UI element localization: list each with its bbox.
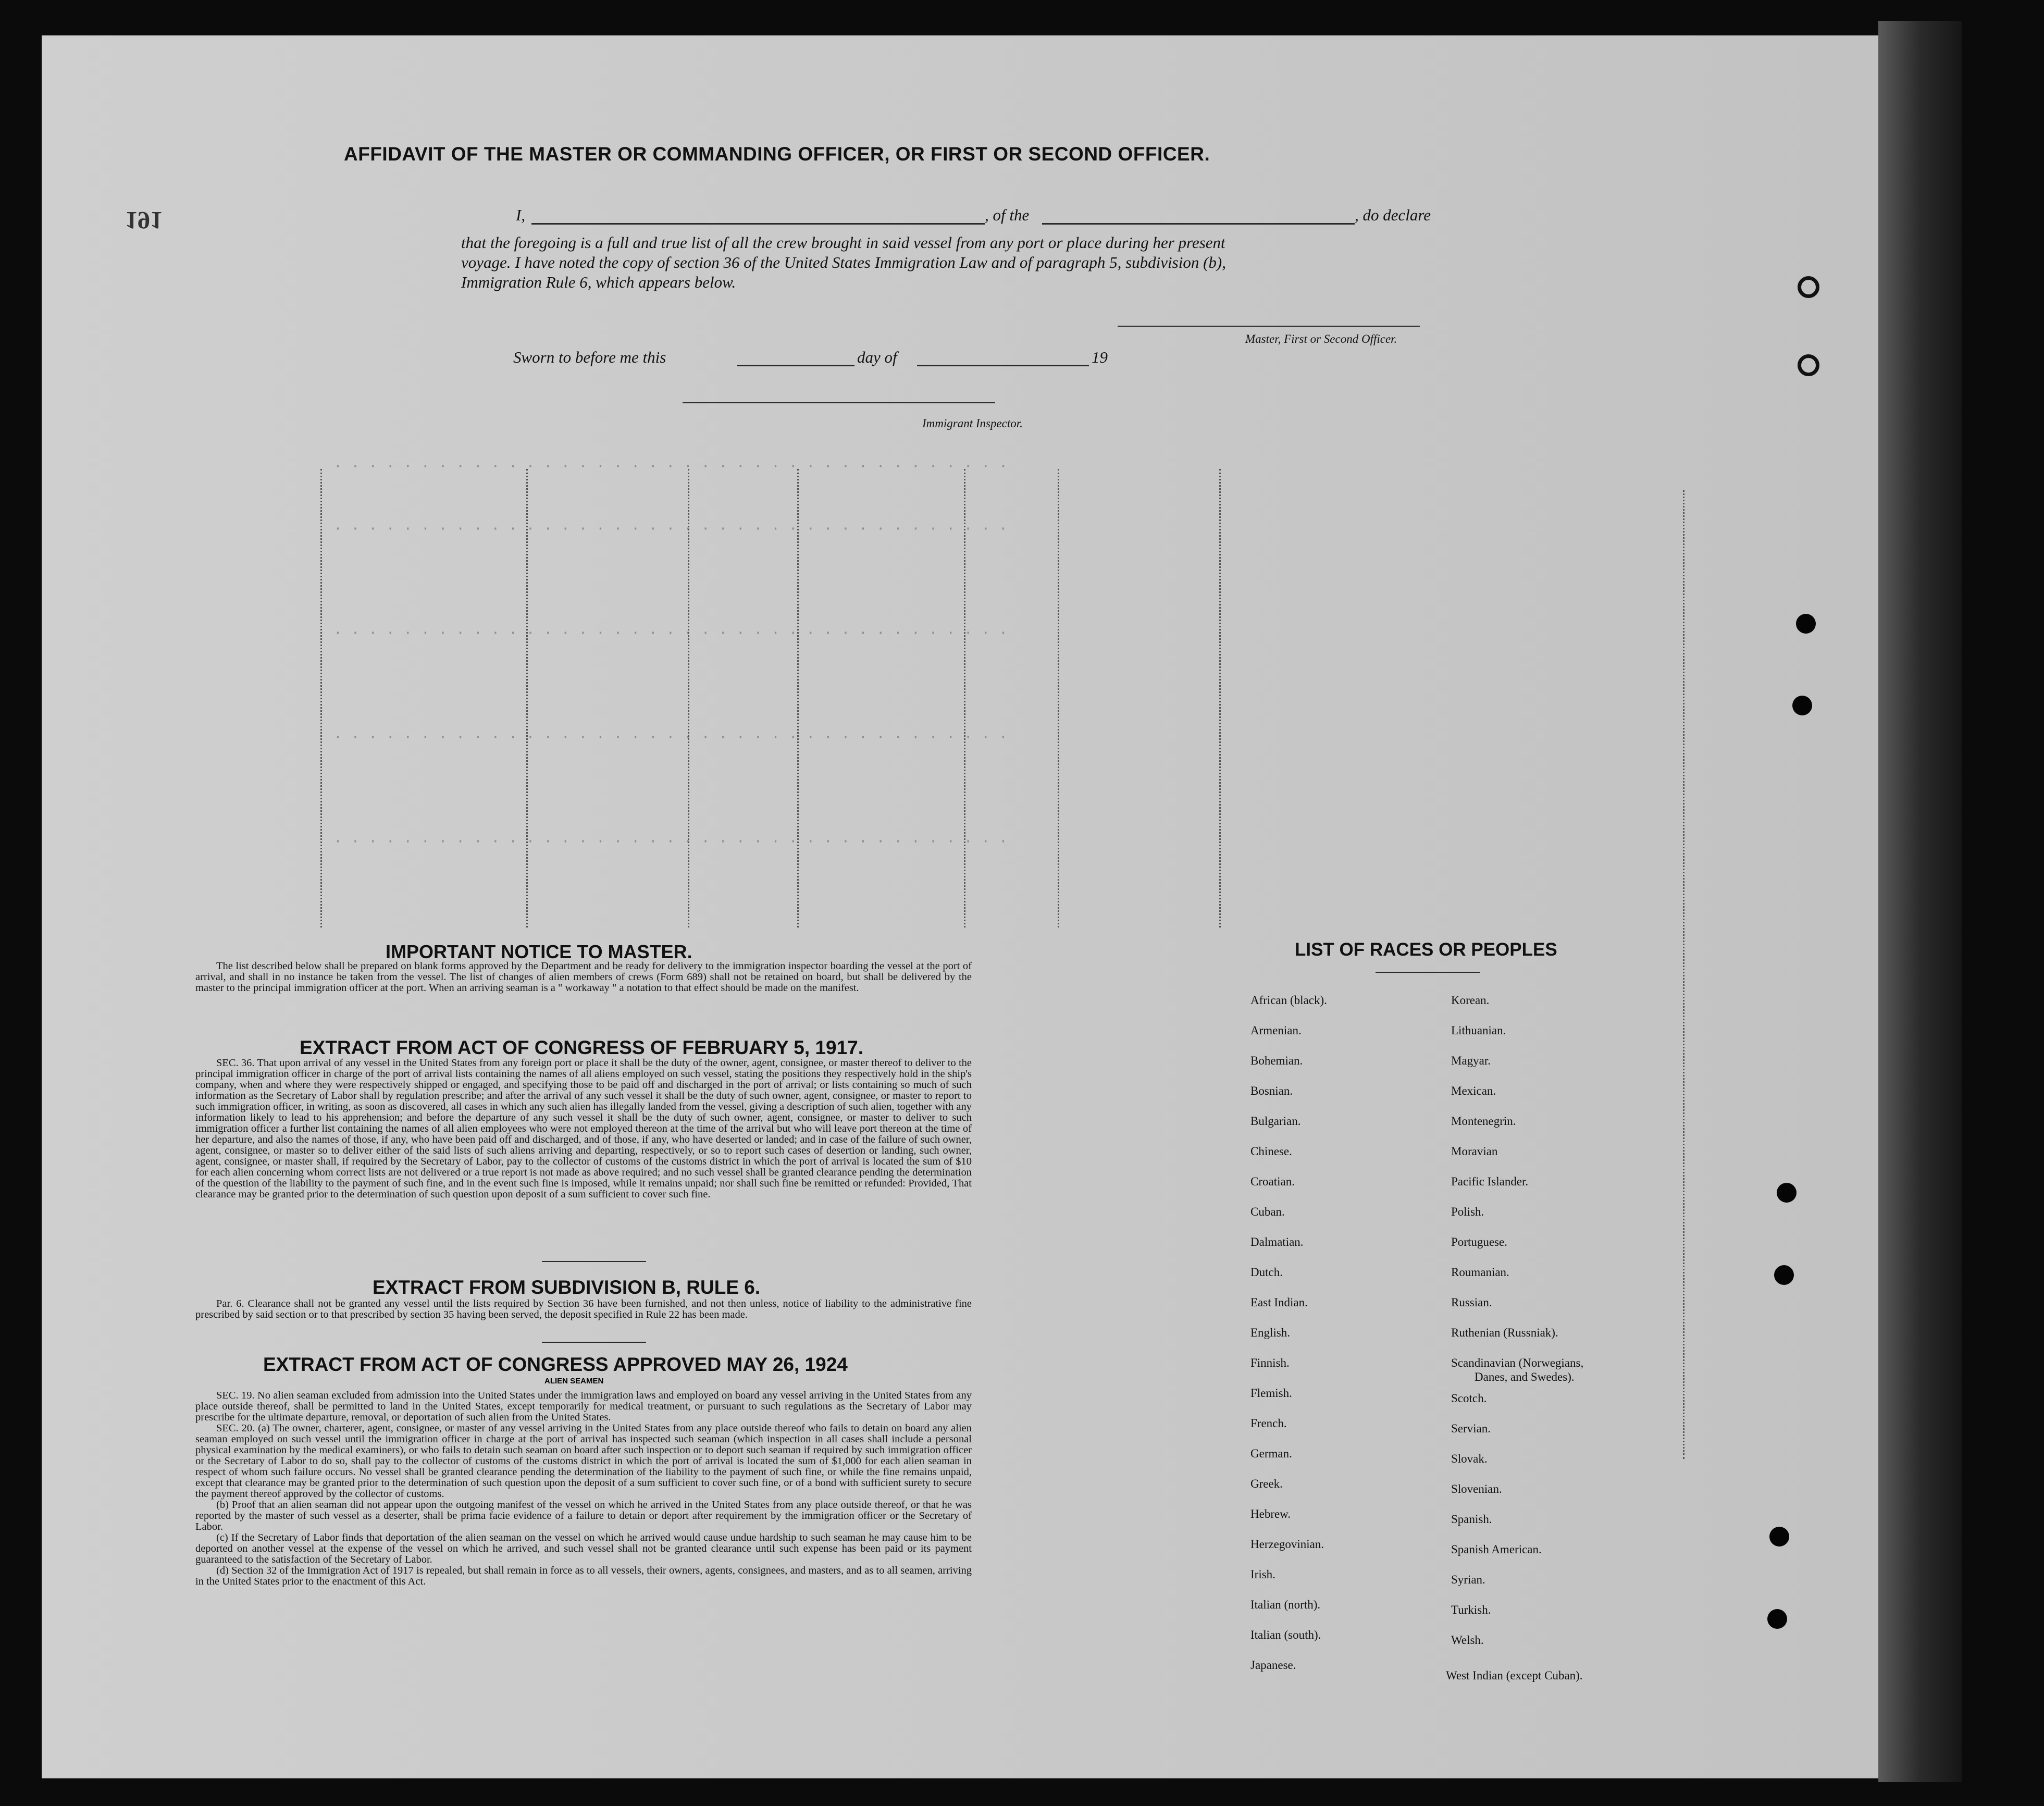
inspector-label: Immigrant Inspector. (922, 417, 1023, 430)
race-left-item: Finnish. (1250, 1356, 1290, 1369)
affidavit-line1-end: , do declare (1355, 206, 1431, 224)
race-right-item: Roumanian. (1451, 1266, 1509, 1279)
name-blank (531, 223, 985, 225)
bleed-through: · · · · · · · · · · · · · · · · · · · · · · · · · · · · · · · · · · · · · · · (333, 625, 1008, 641)
extract-1917-title: EXTRACT FROM ACT OF CONGRESS OF FEBRUARY 5, 1917. (300, 1037, 864, 1058)
bleed-through: · · · · · · · · · · · · · · · · · · · · · · · · · · · · · · · · · · · · · · · (333, 834, 1008, 850)
race-right-item: Mexican. (1451, 1084, 1496, 1097)
race-left-item: Herzegovinian. (1250, 1538, 1324, 1551)
punch-hole (1792, 696, 1812, 715)
column-rule (320, 469, 322, 927)
race-right-item: Turkish. (1451, 1603, 1491, 1616)
race-right-item: Scandinavian (Norwegians, (1451, 1356, 1584, 1369)
punch-hole (1774, 1265, 1794, 1285)
affidavit-line1-mid: , of the (985, 206, 1030, 224)
punch-hole (1777, 1183, 1797, 1203)
race-right-item: Spanish American. (1451, 1543, 1542, 1556)
race-right-item: Ruthenian (Russniak). (1451, 1326, 1558, 1339)
sworn-day-blank (737, 365, 854, 366)
affidavit-line2: that the foregoing is a full and true list of all the crew brought in said vessel from any port or place during her present (461, 233, 1225, 252)
races-title: LIST OF RACES OR PEOPLES (1295, 939, 1557, 960)
section-divider (542, 1342, 646, 1343)
race-left-item: Greek. (1250, 1477, 1283, 1490)
extract-rule6-title: EXTRACT FROM SUBDIVISION B, RULE 6. (373, 1277, 761, 1298)
vessel-blank (1042, 223, 1355, 225)
section-20d: (d) Section 32 of the Immigration Act of 1917 is repealed, but shall remain in force as to all vessels, their owners, agents, consignees, and masters, and as to all seamen, arriving in the United States prior to the enactment of this Act. (195, 1565, 972, 1587)
extract-1924-subtitle: ALIEN SEAMEN (544, 1377, 604, 1386)
race-left-item: Bohemian. (1250, 1054, 1303, 1067)
race-right-item: Slovak. (1451, 1452, 1488, 1465)
race-right-item: Servian. (1451, 1422, 1491, 1435)
sworn-prefix: Sworn to before me this (513, 348, 666, 366)
race-left-item: French. (1250, 1417, 1287, 1430)
column-rule (797, 469, 799, 927)
section-divider (542, 1261, 646, 1262)
column-rule (964, 469, 965, 927)
race-right-item: Syrian. (1451, 1573, 1485, 1586)
race-left-item: Dutch. (1250, 1266, 1283, 1279)
section-19: SEC. 19. No alien seaman excluded from admission into the United States under the immigration laws and employed on board any vessel arriving in the United States from any place outside thereof, shall be permitted to land in the United States, except temporarily for medical treatment, or pursuant to such regulations as the Secretary of Labor may prescribe for the ultimate departure, removal, or deportation of such alien from the United States. (195, 1390, 972, 1423)
page-number: 191 (125, 206, 163, 234)
race-right-item: Moravian (1451, 1145, 1498, 1158)
race-right-item: Korean. (1451, 994, 1490, 1007)
race-left-item: African (black). (1250, 994, 1327, 1007)
race-left-item: Dalmatian. (1250, 1235, 1304, 1248)
affidavit-title: AFFIDAVIT OF THE MASTER OR COMMANDING OFFICER, OR FIRST OR SECOND OFFICER. (344, 143, 1210, 165)
race-right-item: Spanish. (1451, 1513, 1492, 1526)
race-right-item: Montenegrin. (1451, 1115, 1516, 1128)
affidavit-line3: voyage. I have noted the copy of section 36 of the United States Immigration Law and of paragraph 5, subdivision (b), (461, 253, 1226, 271)
race-left-item: English. (1250, 1326, 1291, 1339)
section-20b: (b) Proof that an alien seaman did not appear upon the outgoing manifest of the vessel on which he arrived in the United States from any place outside thereof, or that he was reported by the master of such vessel as a deserter, shall be prima facie evidence of a failure to detain or deport after requirement by the immigration officer or the Secretary of Labor. (195, 1499, 972, 1532)
page-edge-shadow (1878, 21, 1962, 1782)
race-right-item: Polish. (1451, 1205, 1484, 1218)
race-right-item: Scotch. (1451, 1392, 1487, 1405)
race-left-item: Bosnian. (1250, 1084, 1293, 1097)
notice-title: IMPORTANT NOTICE TO MASTER. (386, 941, 692, 962)
race-right-item: West Indian (except Cuban). (1446, 1669, 1583, 1682)
sworn-month-blank (917, 365, 1089, 366)
punch-hole (1798, 276, 1819, 298)
signature-line (1118, 326, 1420, 327)
race-right-item: Pacific Islander. (1451, 1175, 1529, 1188)
race-left-item: Bulgarian. (1250, 1115, 1301, 1128)
races-divider (1376, 972, 1480, 973)
race-right-item: Magyar. (1451, 1054, 1491, 1067)
race-right-item: Russian. (1451, 1296, 1492, 1309)
column-rule (1683, 490, 1684, 1459)
extract-1924-body (195, 1390, 972, 1587)
punch-hole (1769, 1527, 1789, 1547)
race-right-item: Portuguese. (1451, 1235, 1507, 1248)
sworn-day-label: day of (857, 348, 897, 366)
affidavit-line1-prefix: I, (516, 206, 526, 224)
affidavit-line4: Immigration Rule 6, which appears below. (461, 273, 736, 291)
column-rule (688, 469, 689, 927)
notice-body: The list described below shall be prepared on blank forms approved by the Department and be ready for delivery to the immigration inspector boarding the vessel at the port of arrival, and shall in no instance be taken from the vessel. The list of changes of alien members of crews (Form 689) shall not be retained on board, but shall be delivered by the master to the principal immigration officer at the port. When an arriving seaman is a " workaway " a notation to that effect should be made on the manifest. (195, 960, 972, 994)
race-left-item: Italian (south). (1250, 1628, 1321, 1641)
column-rule (526, 469, 528, 927)
race-left-item: Chinese. (1250, 1145, 1292, 1158)
bleed-through: · · · · · · · · · · · · · · · · · · · · · · · · · · · · · · · · · · · · · · · (333, 729, 1008, 746)
race-right-item: Lithuanian. (1451, 1024, 1506, 1037)
race-right-item: Welsh. (1451, 1634, 1484, 1647)
race-left-item: Cuban. (1250, 1205, 1285, 1218)
race-left-item: Irish. (1250, 1568, 1275, 1581)
extract-1917-body: SEC. 36. That upon arrival of any vessel in the United States from any foreign port or place it shall be the duty of the owner, agent, consignee, or master thereof to deliver to the principal immigration officer in charge of the port of arrival lists containing the names of all aliens employed on such vessel, stating the positions they respectively hold in the ship's company, when and where they were respectively shipped or engaged, and specifying those to be paid off and discharged in the port of arrival; or lists containing so much of such information as the Secretary of Labor shall by regulation prescribe; and after the arrival of any such vessel it shall be the duty of such owner, agent, consignee, or master to report to such immigration officer, in writing, as soon as discovered, all cases in which any such alien has illegally landed from the vessel, giving a description of such alien, together with any information likely to lead to his apprehension; and before the departure of any such vessel it shall be the duty of such owner, agent, consignee, or master to deliver to such immigration officer a further list containing the names of all alien employees who were not employed thereon at the time of the arrival but who will leave port thereon at the time of her departure, and also the names of those, if any, who have been paid off and discharged, and of those, if any, who have deserted or landed; and in case of the failure of such owner, agent, consignee, or master so to deliver either of the said lists of such aliens arriving and departing, respectively, or so to report such cases of desertion or landing, such owner, agent, consignee, or master shall, if required by the Secretary of Labor, pay to the collector of customs of the customs district in which the port of arrival is located the sum of $10 for each alien concerning whom correct lists are not delivered or a true report is not made as above required; and no such vessel shall be granted clearance pending the determination of the question of the liability to the payment of such fine, and in the event such fine is imposed, while it remains unpaid; nor shall such fine be remitted or refunded: Provided, That clearance may be granted prior to the determination of such question upon deposit of a sum sufficient to cover such fine. (195, 1057, 972, 1200)
race-left-item: Japanese. (1250, 1659, 1296, 1672)
column-rule (1058, 469, 1059, 927)
race-left-item: Croatian. (1250, 1175, 1295, 1188)
race-left-item: East Indian. (1250, 1296, 1308, 1309)
bleed-through: · · · · · · · · · · · · · · · · · · · · · · · · · · · · · · · · · · · · · · · (333, 521, 1008, 537)
section-20a: SEC. 20. (a) The owner, charterer, agent, consignee, or master of any vessel arriving in the United States from any place outside thereof who fails to detain on board any alien seaman employed on such vessel until the immigration officer in charge at the port of arrival has inspected such seaman (which inspection in all cases shall include a personal physical examination by the medical examiners), or who fails to detain such seaman on board after such inspection or to deport such seaman if required by such immigration officer or the Secretary of Labor to do so, shall pay to the collector of customs of the customs district in which the port of arrival is located the sum of $1,000 for each alien seaman in respect of whom such failure occurs. No vessel shall be granted clearance pending the determination of the liability to the payment of such fine, or while the fine remains unpaid, except that clearance may be granted prior to the determination of such question upon the deposit of a sum sufficient to cover such fine, or of a bond with sufficient surety to secure the payment thereof approved by the collector of customs. (195, 1422, 972, 1500)
punch-hole (1798, 354, 1819, 376)
inspector-signature-line (683, 402, 995, 403)
race-left-item: Armenian. (1250, 1024, 1302, 1037)
bleed-through: · · · · · · · · · · · · · · · · · · · · · · · · · · · · · · · · · · · · · · · (333, 459, 1008, 475)
section-20c: (c) If the Secretary of Labor finds that deportation of the alien seaman on the vessel on which he arrived would cause undue hardship to such seaman he may cause him to be deported on another vessel at the expense of the vessel on which he arrived, and such vessel shall not be granted clearance until such expense has been paid or its payment guaranteed to the satisfaction of the Secretary of Labor. (195, 1532, 972, 1565)
race-right-item: Slovenian. (1451, 1482, 1502, 1495)
punch-hole (1796, 614, 1816, 634)
column-rule (1219, 469, 1221, 927)
race-right-item-continuation: Danes, and Swedes). (1475, 1370, 1575, 1383)
extract-rule6-body: Par. 6. Clearance shall not be granted any vessel until the lists required by Section 36 have been furnished, and not then unless, notice of liability to the administrative fine prescribed by said section or to that prescribed by section 35 having been served, the deposit specified in Rule 22 has been made. (195, 1298, 972, 1320)
race-left-item: Flemish. (1250, 1387, 1292, 1400)
race-left-item: Hebrew. (1250, 1507, 1291, 1520)
race-left-item: Italian (north). (1250, 1598, 1321, 1611)
sworn-year: 19 (1092, 348, 1108, 366)
signature-label: Master, First or Second Officer. (1245, 332, 1397, 345)
race-left-item: German. (1250, 1447, 1292, 1460)
extract-1924-title: EXTRACT FROM ACT OF CONGRESS APPROVED MAY 26, 1924 (263, 1354, 848, 1375)
punch-hole (1767, 1609, 1787, 1629)
